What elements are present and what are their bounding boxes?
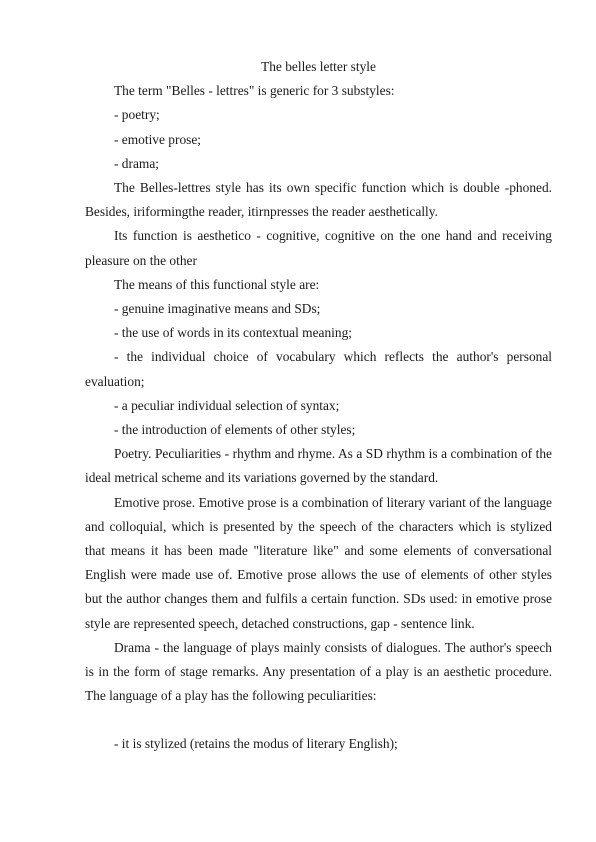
list-item-vocabulary-choice: - the individual choice of vocabulary which reflects the author's personal evaluation; (85, 349, 552, 389)
paragraph-intro: The term "Belles - lettres" is generic for 3 substyles: (114, 83, 395, 99)
paragraph-means-heading: The means of this functional style are: (114, 276, 320, 292)
list-item-imaginative-means: - genuine imaginative means and SDs; (114, 301, 321, 317)
paragraph-poetry: Poetry. Peculiarities - rhythm and rhyme. As a SD rhythm is a combination of the ideal metrical scheme and its variations governed by the standard. (85, 446, 552, 486)
list-item-drama: - drama; (114, 155, 159, 171)
list-item-syntax-selection: - a peculiar individual selection of syntax; (114, 397, 340, 413)
blank-line (85, 708, 552, 732)
list-item-emotive-prose: - emotive prose; (114, 131, 202, 147)
paragraph-drama: Drama - the language of plays mainly consists of dialogues. The author's speech is in the form of stage remarks. Any presentation of a play is an aesthetic procedure. The language of a play has the following peculiarities: (85, 639, 552, 704)
paragraph-aesthetic-cognitive: Its function is aesthetico - cognitive, cognitive on the one hand and receiving pleasure on the other (85, 228, 552, 268)
document-page (85, 55, 552, 757)
list-item-poetry: - poetry; (114, 107, 160, 123)
paragraph-emotive-prose: Emotive prose. Emotive prose is a combination of literary variant of the language and colloquial, which is presented by the speech of the characters which is stylized that means it has been made "literature like" and some elements of conversational English were made use of. Emotive prose allows the use of elements of other styles but the author changes them and fulfils a certain function. SDs used: in emotive prose style are represented speech, detached constructions, gap - sentence link. (85, 494, 552, 631)
page-title: The belles letter style (261, 59, 376, 74)
list-item-other-styles: - the introduction of elements of other styles; (114, 422, 356, 438)
list-item-stylized: - it is stylized (retains the modus of literary English); (114, 736, 398, 752)
list-item-contextual-meaning: - the use of words in its contextual meaning; (114, 325, 353, 341)
paragraph-function: The Belles-lettres style has its own specific function which is double -phoned. Besides, iriformingthe reader, itirnpresses the reader aesthetically. (85, 180, 552, 220)
